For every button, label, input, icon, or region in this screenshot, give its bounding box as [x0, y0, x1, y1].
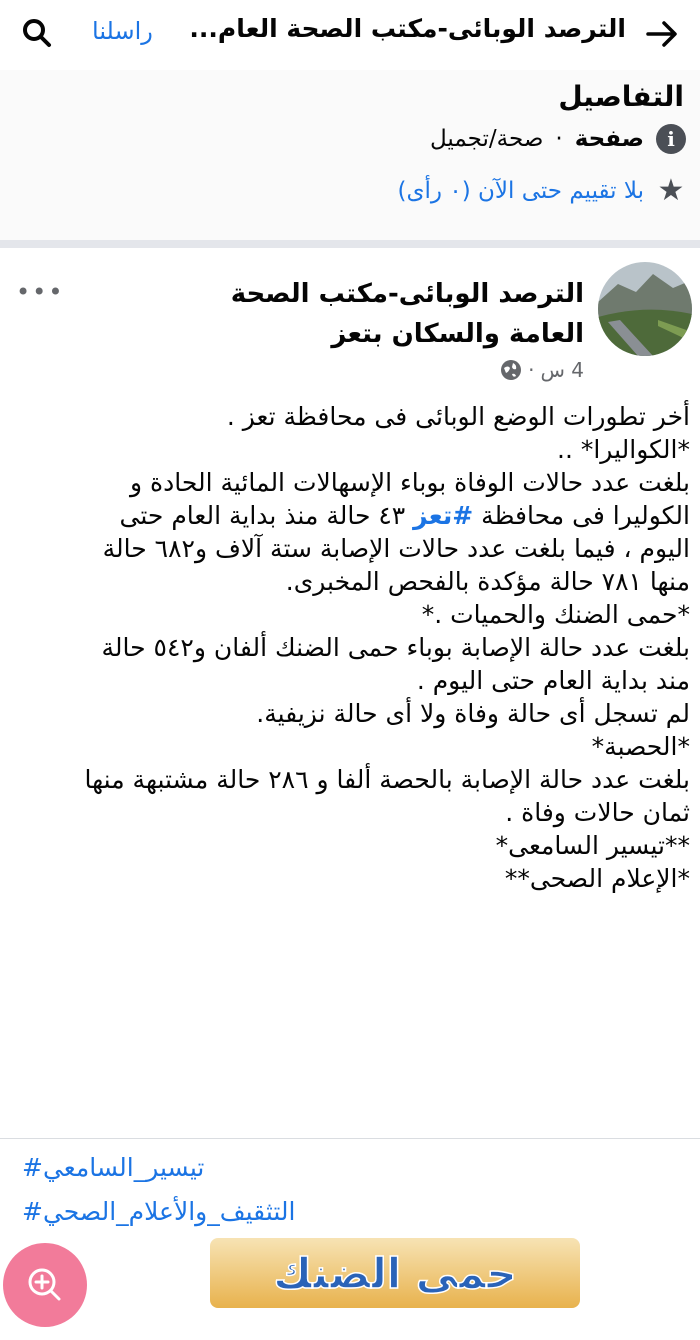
post-line: منها ٧٨١ حالة مؤكدة بالفحص المخبرى. [285, 567, 690, 596]
post-line-part: الكوليرا فى محافظة [473, 501, 690, 530]
post-line: بلغت عدد حالات الوفاة بوباء الإسهالات المائية الحادة و [129, 468, 690, 497]
category-dot: · [555, 126, 563, 152]
post-line: *حمى الضنك والحميات .* [421, 600, 690, 629]
hashtag-link[interactable]: تيسير_السامعي# [22, 1153, 205, 1182]
details-section [0, 70, 700, 240]
post-line: **تيسير السامعى* [495, 831, 690, 860]
info-icon: i [656, 124, 686, 154]
post-line: أخر تطورات الوضع الوبائى فى محافظة تعز . [226, 402, 690, 431]
rating-row[interactable] [397, 173, 686, 208]
section-divider [0, 240, 700, 248]
post-line: بلغت عدد حالة الإصابة بوباء حمى الضنك ألفان و٥٤٢ حالة [101, 633, 690, 662]
post-line: اليوم ، فيما بلغت عدد حالات الإصابة ستة آلاف و٦٨٢ حالة [102, 534, 690, 563]
post-line: *الحصبة* [591, 732, 690, 761]
avatar[interactable] [598, 262, 692, 356]
post-line: مند بداية العام حتى اليوم . [416, 666, 690, 695]
category-value: صحة/تجميل [430, 126, 544, 152]
post-line: *الإعلام الصحى** [504, 864, 690, 893]
rating-text[interactable]: بلا تقييم حتى الآن (٠ رأى) [397, 178, 644, 204]
zoom-in-icon[interactable] [0, 1240, 100, 1340]
post-line-part: ٤٣ حالة منذ بداية العام حتى [119, 501, 414, 530]
post-line [4, 499, 690, 532]
more-options-icon[interactable]: ••• [16, 278, 65, 306]
post-line: *الكواليرا* .. [557, 435, 690, 464]
post-line: لم تسجل أى حالة وفاة ولا أى حالة نزيفية. [256, 699, 690, 728]
hashtag-link[interactable]: التثقيف_والأعلام_الصحي# [22, 1197, 296, 1226]
search-icon[interactable] [20, 16, 54, 50]
page-title: الترصد الوبائى-مكتب الصحة العام... [189, 14, 626, 43]
post-body [4, 400, 690, 895]
star-icon: ★ [657, 173, 685, 208]
category-label: صفحة [574, 126, 644, 152]
post [0, 248, 700, 1315]
top-bar [0, 0, 700, 71]
contact-link[interactable]: راسلنا [92, 17, 153, 45]
dengue-banner-image [210, 1238, 580, 1308]
hashtag-taiz[interactable]: #تعز [413, 501, 474, 530]
category-row [430, 124, 686, 154]
details-heading: التفاصيل [558, 80, 684, 113]
banner-text: حمى الضنك [273, 1249, 517, 1298]
post-author[interactable]: الترصد الوبائى-مكتب الصحة العامة والسكان بتعز [230, 279, 584, 349]
post-time[interactable]: 4 س [540, 358, 584, 382]
globe-icon [500, 359, 522, 381]
post-meta [500, 358, 584, 382]
post-time-dot: · [528, 358, 535, 382]
arrow-right-icon[interactable] [642, 14, 682, 54]
hashtags [22, 1146, 295, 1234]
post-line: بلغت عدد حالة الإصابة بالحصة ألفا و ٢٨٦ حالة مشتبهة منها [84, 765, 690, 794]
post-line: ثمان حالات وفاة . [505, 798, 690, 827]
post-divider [0, 1138, 700, 1139]
